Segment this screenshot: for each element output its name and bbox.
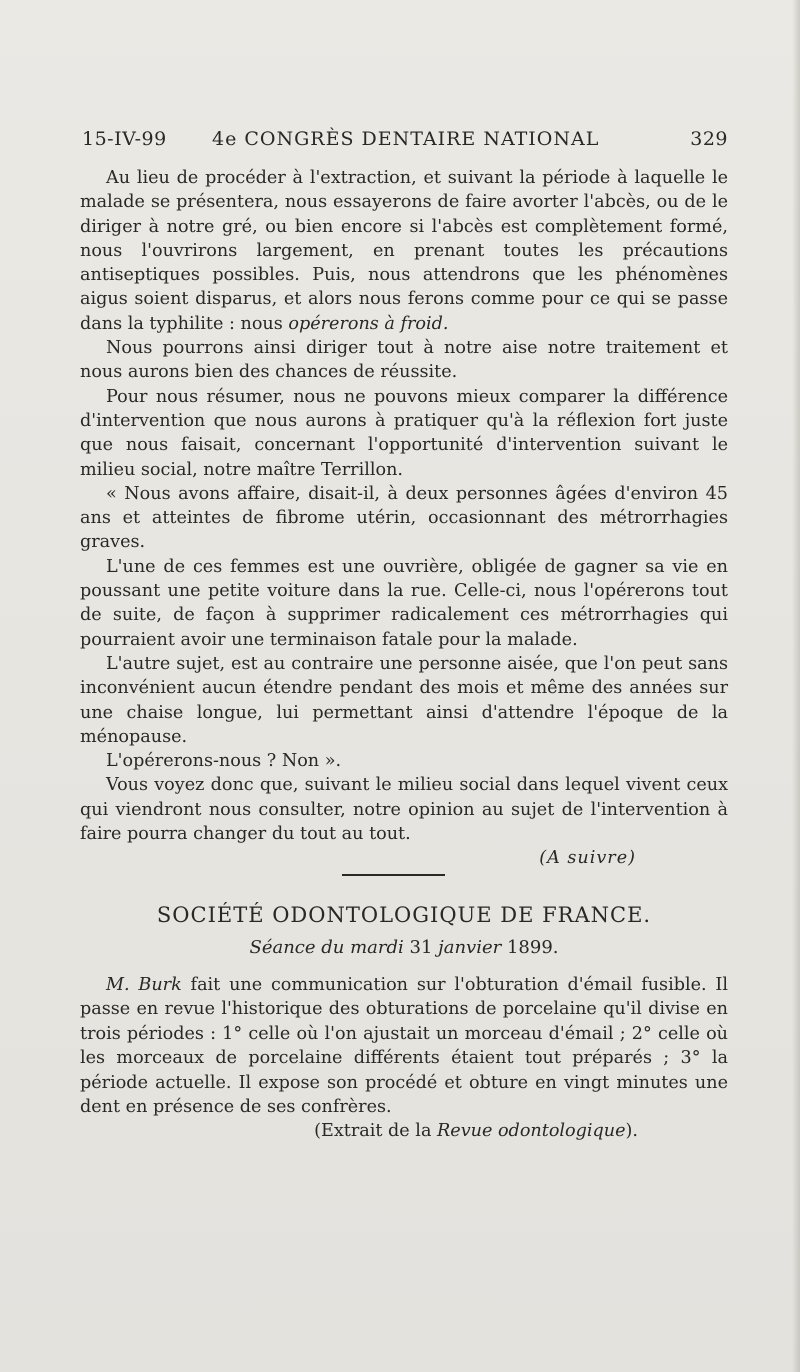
paragraph-4: « Nous avons affaire, disait-il, à deux personnes âgées d'environ 45 ans et atteintes de fibrome utérin, occasionnant des métrorrhagies graves. [80,483,728,553]
page-number: 329 [690,128,728,150]
paragraph-1-text: Au lieu de procéder à l'extraction, et suivant la période à laquelle le malade se présentera, nous essayerons de faire avorter l'abcès, ou de le diriger à notre gré, ou bien encore si l'abcès est complètement formé, nous l'ouvrirons largement, en prenant toutes les précautions antiseptiques possibles. Puis, nous attendrons que les phénomènes aigus soient disparus, et alors nous ferons comme pour ce qui se passe dans la typhilite : nous [80,168,728,334]
section-paragraph-1 [80,973,728,1119]
paragraph-8: Vous voyez donc que, suivant le milieu social dans lequel vivent ceux qui viendront nous consulter, notre opinion au sujet de l'intervention à faire pourra changer du tout au tout. [80,775,728,845]
section-divider [342,874,445,876]
article-body [80,166,728,871]
to-be-continued: (A suivre) [539,848,636,869]
running-header [82,128,728,158]
paragraph-1-emphasis: opérerons à froid. [288,313,449,334]
paragraph-7: L'opérerons-nous ? Non ». [106,751,342,772]
section-title: SOCIÉTÉ ODONTOLOGIQUE DE FRANCE. [156,903,652,927]
section-paragraph-1-text: fait une communication sur l'obturation d'émail fusible. Il passe en revue l'historique des obturations de porcelaine qu'il divise en trois périodes : 1° celle où l'on ajustait un morceau d'émail ; 2° celle où les morceaux de porcelaine différents étaient tout préparés ; 3° la période actuelle. Il expose son procédé et obture en vingt minutes une dent en présence de ses confrères. [80,975,728,1118]
session-prefix: Séance du mardi [249,937,404,958]
header-date: 15-IV-99 [82,128,167,150]
source-suffix: ). [625,1121,638,1142]
source-journal: Revue odontologique [437,1121,626,1142]
paragraph-3: Pour nous résumer, nous ne pouvons mieux comparer la différence d'intervention que nous aurons à pratiquer qu'à la réflexion fort juste que nous faisait, concernant l'opportunité d'intervention suivant le milieu social, notre maître Terrillon. [80,386,728,480]
source-citation [80,1119,638,1143]
paragraph-6: L'autre sujet, est au contraire une personne aisée, que l'on peut sans inconvénient aucun étendre pendant des mois et même des années sur une chaise longue, lui permettant ainsi d'attendre l'époque de la ménopause. [80,653,728,747]
paragraph-5: L'une de ces femmes est une ouvrière, obligée de gagner sa vie en poussant une petite voiture dans la rue. Celle-ci, nous l'opérerons tout de suite, de façon à supprimer radicalement ces métrorrhagies qui pourraient avoir une terminaison fatale pour la malade. [80,556,728,650]
page-edge-shadow [792,0,800,1372]
session-day: 31 [409,937,433,958]
speaker-name: M. Burk [106,975,182,995]
header-title: 4e CONGRÈS DENTAIRE NATIONAL [212,128,600,150]
session-month: janvier [438,937,502,958]
session-year: 1899. [506,937,559,958]
session-heading [80,937,728,958]
section-body [80,973,728,1144]
paragraph-1 [80,166,728,336]
source-prefix: (Extrait de la [314,1121,438,1142]
paragraph-2: Nous pourrons ainsi diriger tout à notre aise notre traitement et nous aurons bien des chances de réussite. [80,338,728,383]
